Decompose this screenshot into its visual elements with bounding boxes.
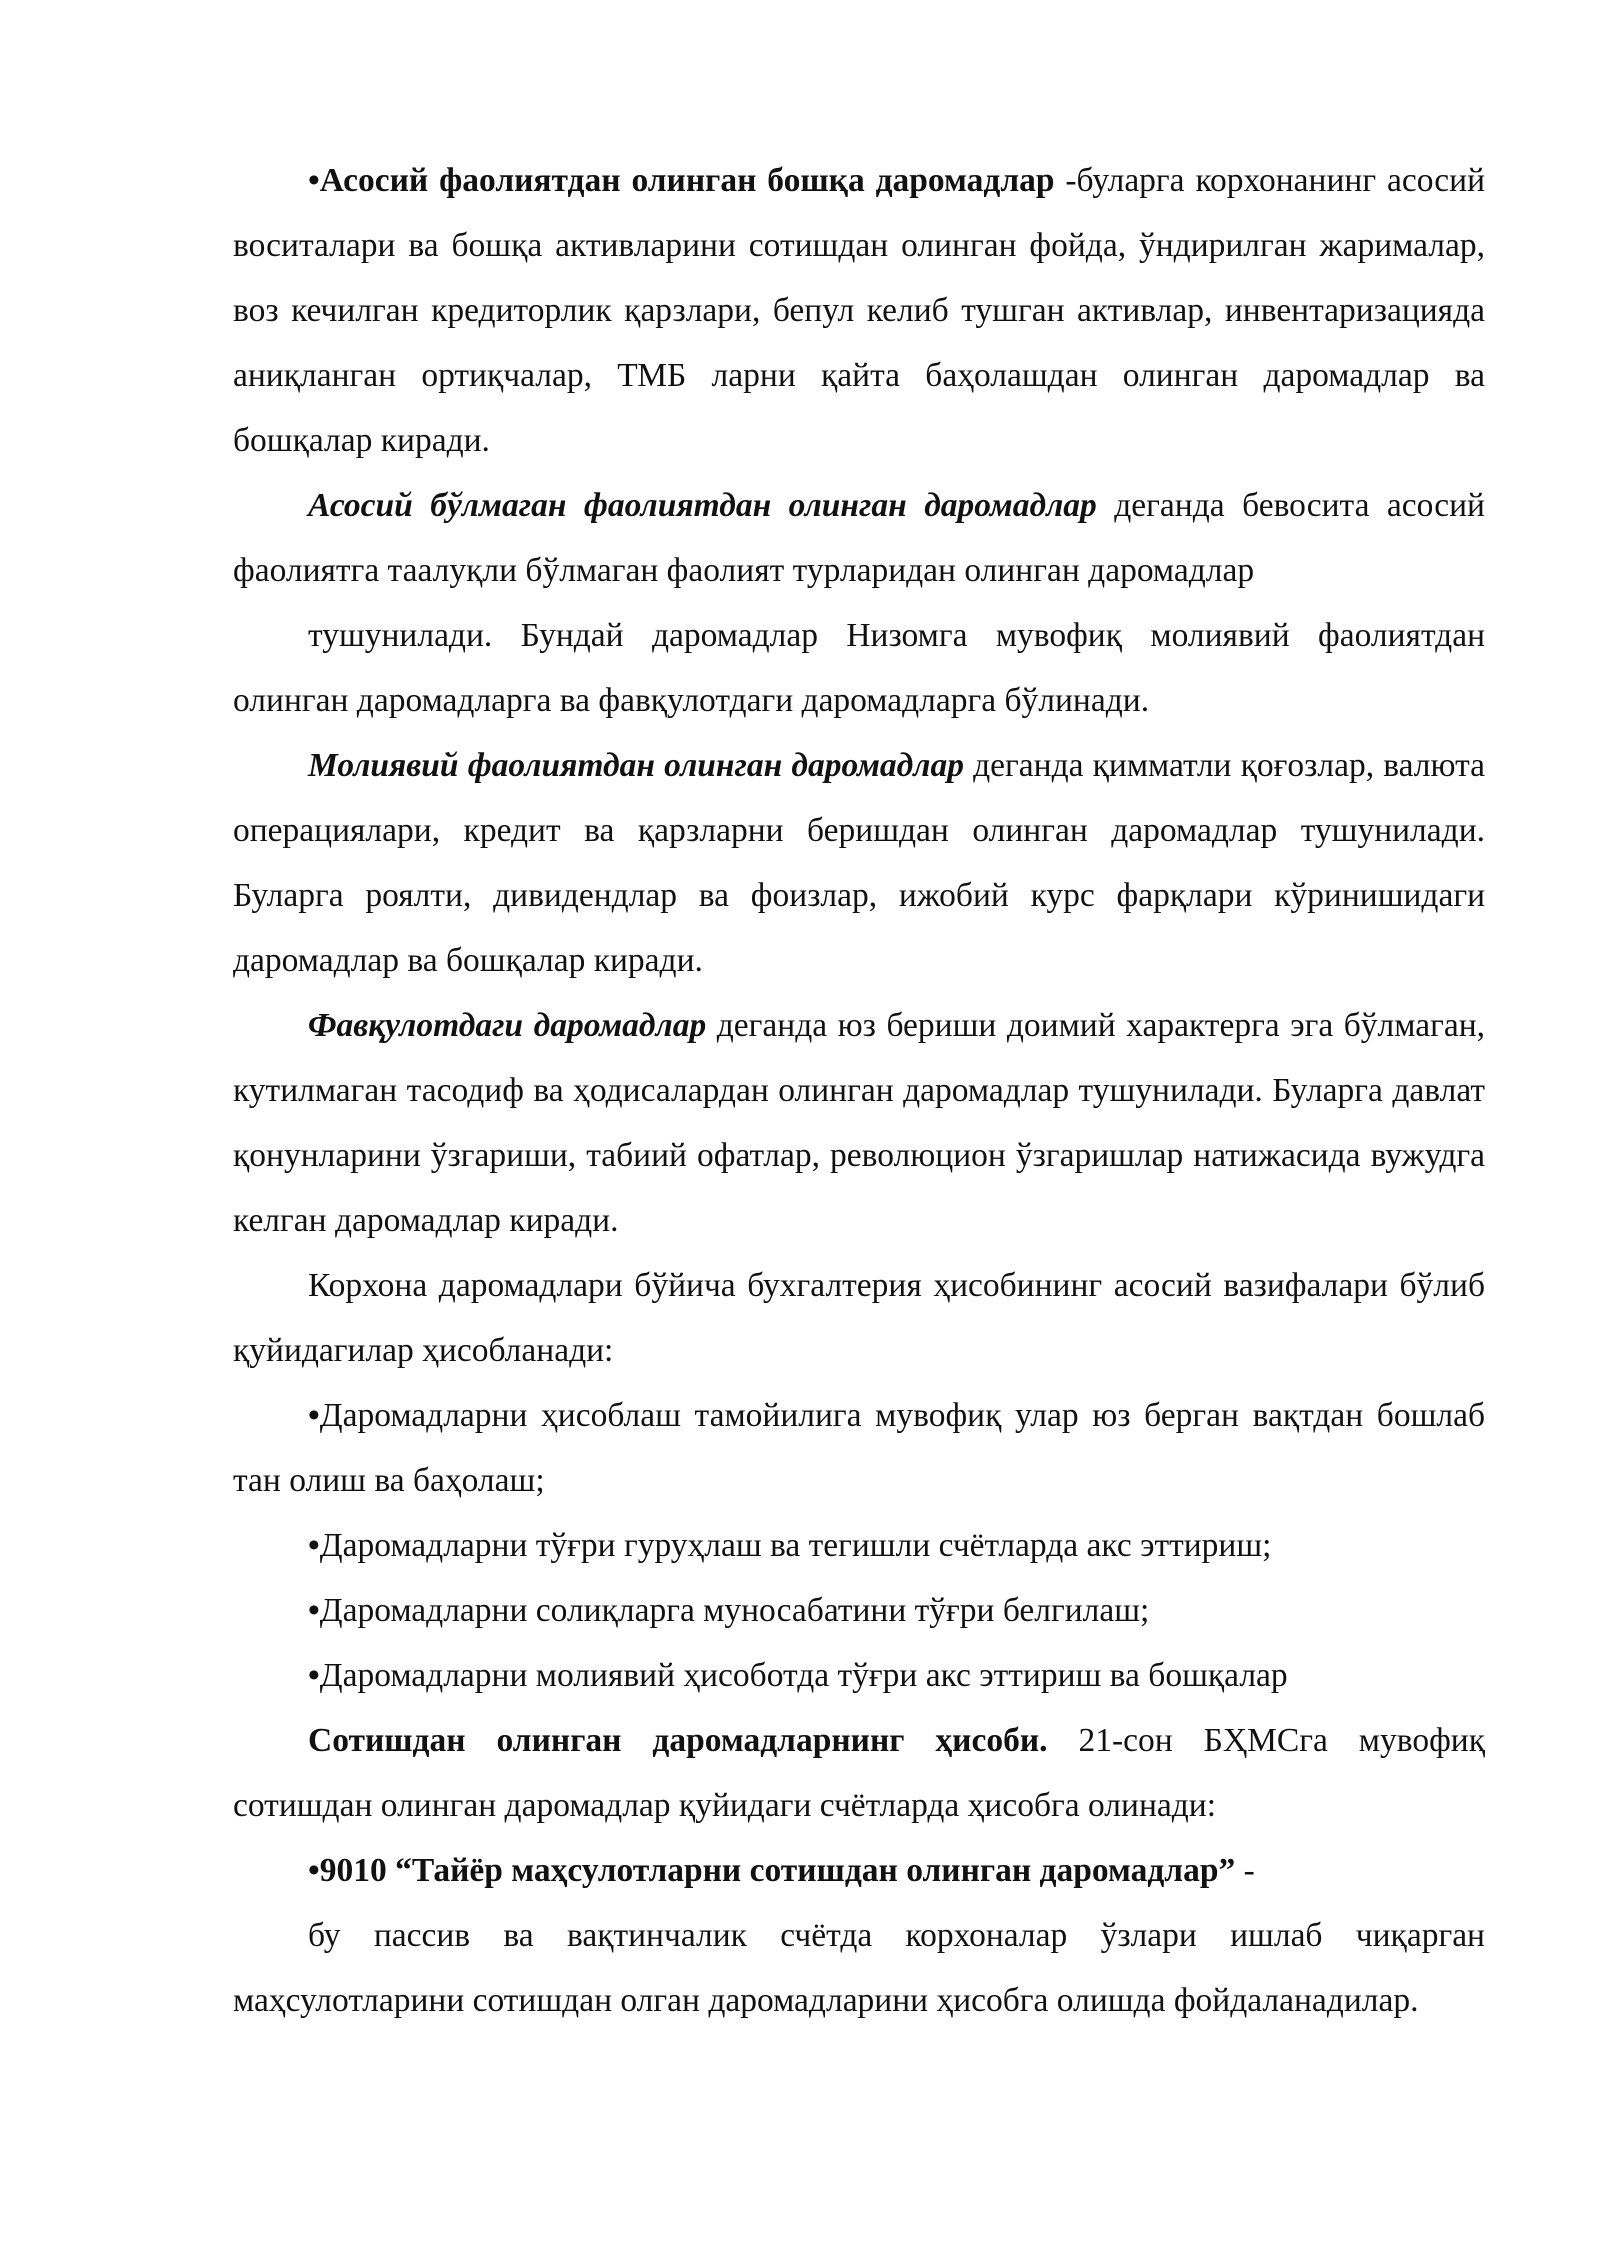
- list-item-text: Даромадларни молиявий ҳисоботда тўғри акс эттириш ва бошқалар: [319, 1657, 1288, 1694]
- paragraph-text: деганда бевосита асосий фаолиятга таалуқли бўлмаган фаолият турларидан олинган даромадлар: [233, 487, 1485, 589]
- bullet-mark: •: [308, 1657, 320, 1694]
- paragraph-text: -буларга корхонанинг асосий воситалари ва бошқа активларини сотишдан олинган фойда, ўндирилган жарималар, воз кечилган кредиторлик қарзлари, бепул келиб тушган активлар, инвентаризацияда аниқланган ортиқчалар, ТМБ ларни қайта баҳолашдан олинган даромадлар ва бошқалар киради.: [233, 162, 1485, 459]
- paragraph-accounting-tasks: [233, 1253, 1485, 1383]
- term-sales-income-accounting: Сотишдан олинган даромадларнинг ҳисоби.: [308, 1722, 1048, 1759]
- paragraph-text: Корхона даромадлари бўйича бухгалтерия ҳисобининг асосий вазифалари бўлиб қуйидагилар ҳисобланади:: [233, 1267, 1485, 1369]
- list-item: [233, 1383, 1485, 1513]
- paragraph-account-9010-description: [233, 1903, 1485, 2033]
- paragraph-text: деганда қимматли қоғозлар, валюта операциялари, кредит ва қарзларни беришдан олинган даромадлар тушунилади. Буларга роялти, дивидендлар ва фоизлар, ижобий курс фарқлари кўринишидаги даромадлар ва бошқалар киради.: [233, 747, 1485, 979]
- paragraph-non-core-income-continued: [233, 603, 1485, 733]
- account-9010-title: 9010 “Тайёр маҳсулотларни сотишдан олинган даромадлар”: [319, 1852, 1236, 1889]
- paragraph-account-9010: [233, 1838, 1485, 1903]
- paragraph-text: бу пассив ва вақтинчалик счётда корхоналар ўзлари ишлаб чиқарган маҳсулотларини сотишдан олган даромадларини ҳисобга олишда фойдаланадилар.: [233, 1917, 1485, 2019]
- bullet-mark: •: [308, 1592, 320, 1629]
- paragraph-text: деганда юз бериши доимий характерга эга бўлмаган, кутилмаган тасодиф ва ҳодисалардан олинган даромадлар тушунилади. Буларга давлат қонунларини ўзгариши, табиий офатлар, революцион ўзгаришлар натижасида вужудга келган даромадлар киради.: [233, 1007, 1485, 1239]
- list-item: [233, 1513, 1485, 1578]
- term-extraordinary-income: Фавқулотдаги даромадлар: [308, 1007, 707, 1044]
- list-item: [233, 1643, 1485, 1708]
- paragraph-sales-income-accounting: [233, 1708, 1485, 1838]
- list-item-text: Даромадларни солиқларга муносабатини тўғри белгилаш;: [319, 1592, 1150, 1629]
- list-item-text: Даромадларни ҳисоблаш тамойилига мувофиқ улар юз берган вақтдан бошлаб тан олиш ва баҳолаш;: [233, 1397, 1485, 1499]
- term-other-core-income: Асосий фаолиятдан олинган бошқа даромадлар: [319, 162, 1055, 199]
- list-item-text: Даромадларни тўғри гуруҳлаш ва тегишли счётларда акс эттириш;: [319, 1527, 1272, 1564]
- bullet-mark: •: [308, 1527, 320, 1564]
- bullet-mark: •: [308, 1852, 320, 1889]
- paragraph-text: -: [1235, 1852, 1255, 1889]
- term-financial-income: Молиявий фаолиятдан олинган даромадлар: [308, 747, 964, 784]
- list-item: [233, 1578, 1485, 1643]
- paragraph-text: тушунилади. Бундай даромадлар Низомга мувофиқ молиявий фаолиятдан олинган даромадларга ва фавқулотдаги даромадларга бўлинади.: [233, 617, 1485, 719]
- paragraph-financial-income: [233, 733, 1485, 993]
- paragraph-other-core-income: [233, 148, 1485, 473]
- paragraph-non-core-income: [233, 473, 1485, 603]
- bullet-mark: •: [308, 162, 320, 199]
- term-non-core-income: Асосий бўлмаган фаолиятдан олинган даромадлар: [308, 487, 1097, 524]
- paragraph-extraordinary-income: [233, 993, 1485, 1253]
- bullet-mark: •: [308, 1397, 320, 1434]
- document-body: [233, 148, 1485, 2033]
- paragraph-text: 21-сон БҲМСга мувофиқ сотишдан олинган даромадлар қуйидаги счётларда ҳисобга олинади:: [233, 1722, 1485, 1824]
